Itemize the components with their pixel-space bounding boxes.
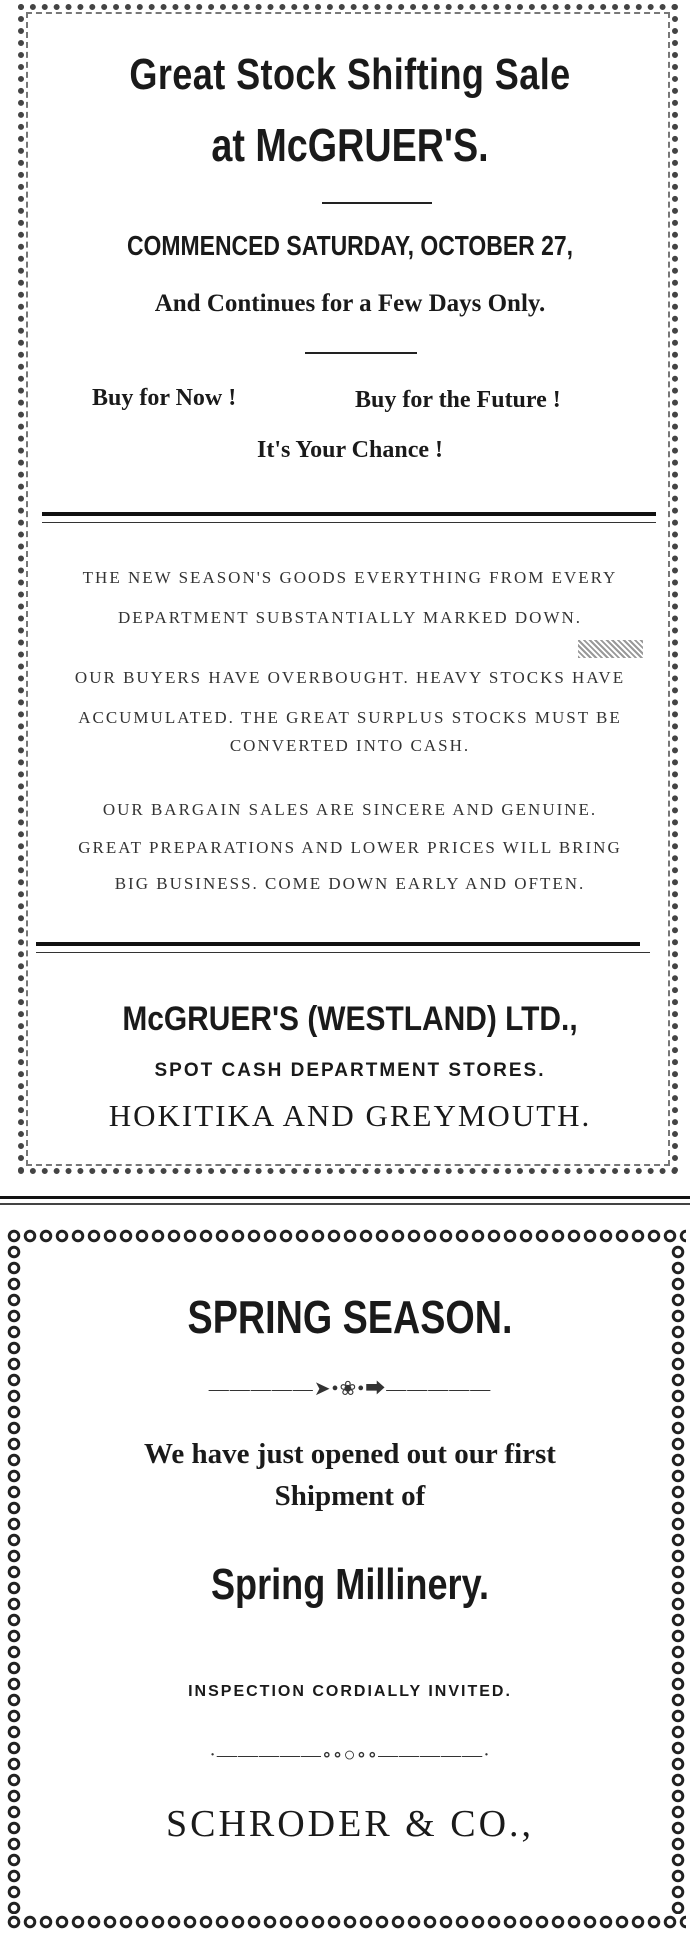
- para2-line1: OUR BUYERS HAVE OVERBOUGHT. HEAVY STOCKS HAVE: [74, 668, 626, 687]
- ring-border-bottom: [6, 1914, 686, 1930]
- mcgruer-headline-line2: at McGRUER'S.: [211, 119, 489, 171]
- para2-line3: CONVERTED INTO CASH.: [229, 736, 471, 755]
- para3-line1: OUR BARGAIN SALES ARE SINCERE AND GENUINE.: [102, 800, 598, 819]
- its-your-chance: It's Your Chance !: [256, 437, 443, 463]
- commenced-date: COMMENCED SATURDAY, OCTOBER 27,: [126, 230, 574, 261]
- store-towns: HOKITIKA AND GREYMOUTH.: [108, 1098, 592, 1133]
- spring-season-headline: SPRING SEASON.: [187, 1291, 513, 1343]
- continues-text: And Continues for a Few Days Only.: [154, 290, 546, 317]
- para1-line2: DEPARTMENT SUBSTANTIALLY MARKED DOWN.: [117, 608, 583, 627]
- para1-line1: THE NEW SEASON'S GOODS EVERYTHING FROM EVERY: [82, 568, 618, 587]
- divider-thick: [36, 942, 640, 946]
- ornament-rule: —————➤•❀•⮕—————: [208, 1378, 492, 1400]
- inspection-invited: INSPECTION CORDIALLY INVITED.: [188, 1683, 512, 1700]
- para3-line2: GREAT PREPARATIONS AND LOWER PRICES WILL BRING: [78, 838, 622, 857]
- para2-line2: ACCUMULATED. THE GREAT SURPLUS STOCKS MUST BE: [78, 708, 622, 727]
- mcgruer-headline-line1: Great Stock Shifting Sale: [129, 50, 571, 99]
- ring-border-top: [6, 1228, 686, 1244]
- ad-separator: [0, 1196, 690, 1199]
- buy-for-future: Buy for the Future !: [355, 387, 561, 413]
- short-rule: [305, 352, 417, 354]
- divider-thick: [42, 512, 656, 516]
- spring-millinery: Spring Millinery.: [210, 1560, 489, 1609]
- store-name: McGRUER'S (WESTLAND) LTD.,: [122, 1000, 578, 1038]
- ad-separator-thin: [0, 1203, 690, 1205]
- ornament-rule: ·—————∘∘○∘∘—————·: [209, 1744, 491, 1766]
- buy-for-now: Buy for Now !: [92, 385, 237, 411]
- store-type: SPOT CASH DEPARTMENT STORES.: [154, 1060, 546, 1081]
- company-name: SCHRODER & CO.,: [165, 1803, 535, 1845]
- opened-line2: Shipment of: [274, 1480, 426, 1512]
- print-smudge: [578, 640, 643, 658]
- divider-thin: [36, 952, 650, 953]
- para3-line3: BIG BUSINESS. COME DOWN EARLY AND OFTEN.: [114, 874, 586, 893]
- short-rule: [322, 202, 432, 204]
- mcgruer-inner-border: [26, 12, 670, 1166]
- opened-line1: We have just opened out our first: [144, 1438, 556, 1470]
- divider-thin: [42, 522, 656, 523]
